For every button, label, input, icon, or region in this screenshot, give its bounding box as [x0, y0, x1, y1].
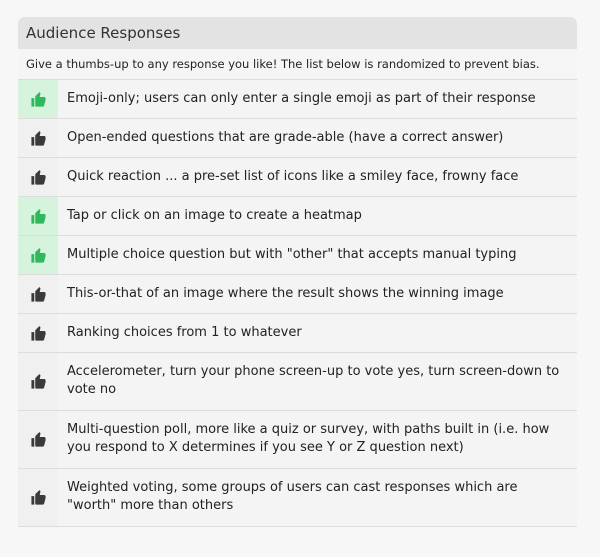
thumbs-up-button[interactable]	[18, 469, 58, 526]
response-row	[18, 158, 577, 197]
response-text: Open-ended questions that are grade-able (have a correct answer)	[58, 119, 577, 157]
thumbs-up-icon	[30, 373, 47, 390]
thumbs-up-icon	[30, 431, 47, 448]
thumbs-up-button[interactable]	[18, 275, 58, 313]
response-row	[18, 353, 577, 411]
response-text: Emoji-only; users can only enter a single emoji as part of their response	[58, 80, 577, 118]
thumbs-up-button[interactable]	[18, 80, 58, 118]
response-row	[18, 411, 577, 469]
response-row	[18, 275, 577, 314]
response-text: This-or-that of an image where the result shows the winning image	[58, 275, 577, 313]
panel-header	[18, 17, 577, 49]
thumbs-up-icon	[30, 169, 47, 186]
thumbs-up-button[interactable]	[18, 197, 58, 235]
thumbs-up-icon	[30, 489, 47, 506]
thumbs-up-button[interactable]	[18, 119, 58, 157]
intro-text: Give a thumbs-up to any response you like! The list below is randomized to prevent bias.	[18, 49, 577, 80]
thumbs-up-icon	[30, 208, 47, 225]
thumbs-up-icon	[30, 91, 47, 108]
response-row	[18, 314, 577, 353]
audience-responses-panel	[18, 17, 577, 527]
thumbs-up-button[interactable]	[18, 158, 58, 196]
thumbs-up-button[interactable]	[18, 411, 58, 468]
thumbs-up-button[interactable]	[18, 314, 58, 352]
response-text: Quick reaction ... a pre-set list of icons like a smiley face, frowny face	[58, 158, 577, 196]
response-text: Multi-question poll, more like a quiz or survey, with paths built in (i.e. how you respond to X determines if you see Y or Z question next)	[58, 411, 577, 468]
thumbs-up-button[interactable]	[18, 353, 58, 410]
panel-title: Audience Responses	[26, 24, 181, 42]
response-row	[18, 119, 577, 158]
thumbs-up-button[interactable]	[18, 236, 58, 274]
response-row	[18, 236, 577, 275]
response-list	[18, 80, 577, 527]
response-text: Accelerometer, turn your phone screen-up to vote yes, turn screen-down to vote no	[58, 353, 577, 410]
response-text: Tap or click on an image to create a heatmap	[58, 197, 577, 235]
thumbs-up-icon	[30, 325, 47, 342]
response-row	[18, 197, 577, 236]
response-text: Weighted voting, some groups of users can cast responses which are "worth" more than others	[58, 469, 577, 526]
response-text: Multiple choice question but with "other" that accepts manual typing	[58, 236, 577, 274]
thumbs-up-icon	[30, 286, 47, 303]
response-row	[18, 80, 577, 119]
thumbs-up-icon	[30, 130, 47, 147]
response-text: Ranking choices from 1 to whatever	[58, 314, 577, 352]
thumbs-up-icon	[30, 247, 47, 264]
response-row	[18, 469, 577, 527]
